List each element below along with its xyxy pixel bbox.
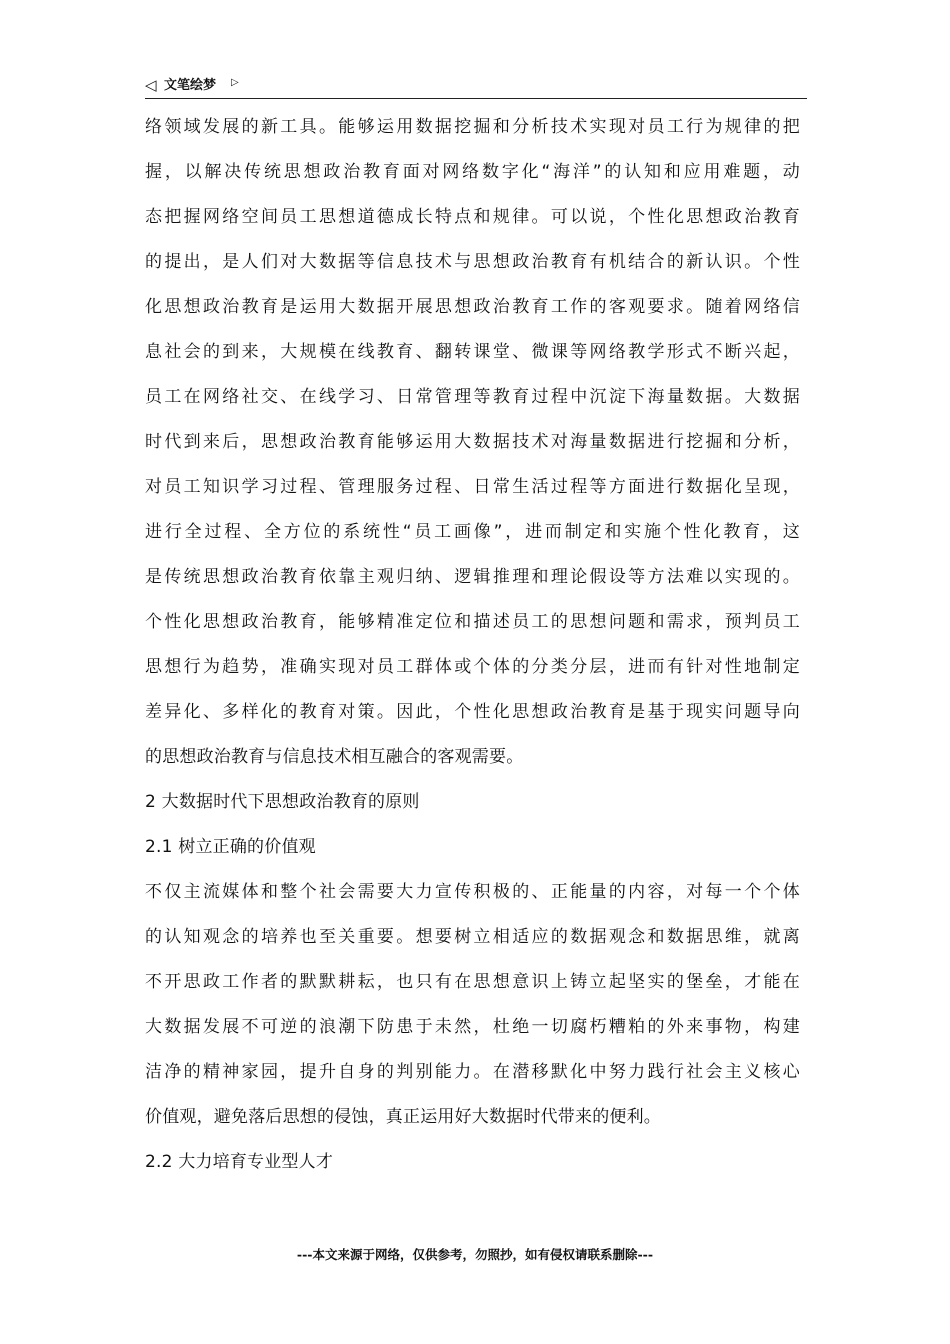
text-line: 进行全过程、全方位的系统性“员工画像”，进而制定和实施个性化教育，这 <box>145 522 800 542</box>
subsection-heading: 2.2 大力培育专业型人才 <box>145 1152 334 1172</box>
footer-disclaimer: ---本文来源于网络，仅供参考，勿照抄，如有侵权请联系删除--- <box>296 1247 654 1262</box>
left-triangle-icon: ◁ <box>145 76 157 94</box>
text-line: 化思想政治教育是运用大数据开展思想政治教育工作的客观要求。随着网络信 <box>145 297 800 317</box>
subsection-heading: 2.1 树立正确的价值观 <box>145 837 316 857</box>
text-line: 的提出，是人们对大数据等信息技术与思想政治教育有机结合的新认识。个性 <box>145 252 800 272</box>
document-body <box>145 105 800 1185</box>
text-line: 的认知观念的培养也至关重要。想要树立相适应的数据观念和数据思维，就离 <box>145 927 800 947</box>
text-line: 价值观，避免落后思想的侵蚀，真正运用好大数据时代带来的便利。 <box>145 1107 661 1127</box>
text-line: 络领域发展的新工具。能够运用数据挖掘和分析技术实现对员工行为规律的把 <box>145 117 800 137</box>
text-line: 握，以解决传统思想政治教育面对网络数字化“海洋”的认知和应用难题，动 <box>145 162 800 182</box>
text-line: 个性化思想政治教育，能够精准定位和描述员工的思想问题和需求，预判员工 <box>145 612 800 632</box>
text-line: 的思想政治教育与信息技术相互融合的客观需要。 <box>145 747 524 767</box>
text-line: 思想行为趋势，准确实现对员工群体或个体的分类分层，进而有针对性地制定 <box>145 657 800 677</box>
text-line: 洁净的精神家园，提升自身的判别能力。在潜移默化中努力践行社会主义核心 <box>145 1062 800 1082</box>
text-line: 差异化、多样化的教育对策。因此，个性化思想政治教育是基于现实问题导向 <box>145 702 800 722</box>
text-line: 不仅主流媒体和整个社会需要大力宣传积极的、正能量的内容，对每一个个体 <box>145 882 800 902</box>
text-line: 不开思政工作者的默默耕耘，也只有在思想意识上铸立起坚实的堡垒，才能在 <box>145 972 800 992</box>
text-line: 态把握网络空间员工思想道德成长特点和规律。可以说，个性化思想政治教育 <box>145 207 800 227</box>
section-heading: 2 大数据时代下思想政治教育的原则 <box>145 792 420 812</box>
right-triangle-icon: ▷ <box>231 77 239 88</box>
text-line: 息社会的到来，大规模在线教育、翻转课堂、微课等网络教学形式不断兴起， <box>145 342 800 362</box>
text-line: 对员工知识学习过程、管理服务过程、日常生活过程等方面进行数据化呈现， <box>145 477 800 497</box>
page-header <box>145 74 807 99</box>
header-title: 文笔绘梦 <box>164 78 217 93</box>
text-line: 大数据发展不可逆的浪潮下防患于未然，杜绝一切腐朽糟粕的外来事物，构建 <box>145 1017 800 1037</box>
text-line: 员工在网络社交、在线学习、日常管理等教育过程中沉淀下海量数据。大数据 <box>145 387 800 407</box>
text-line: 是传统思想政治教育依靠主观归纳、逻辑推理和理论假设等方法难以实现的。 <box>145 567 800 587</box>
text-line: 时代到来后，思想政治教育能够运用大数据技术对海量数据进行挖掘和分析， <box>145 432 800 452</box>
